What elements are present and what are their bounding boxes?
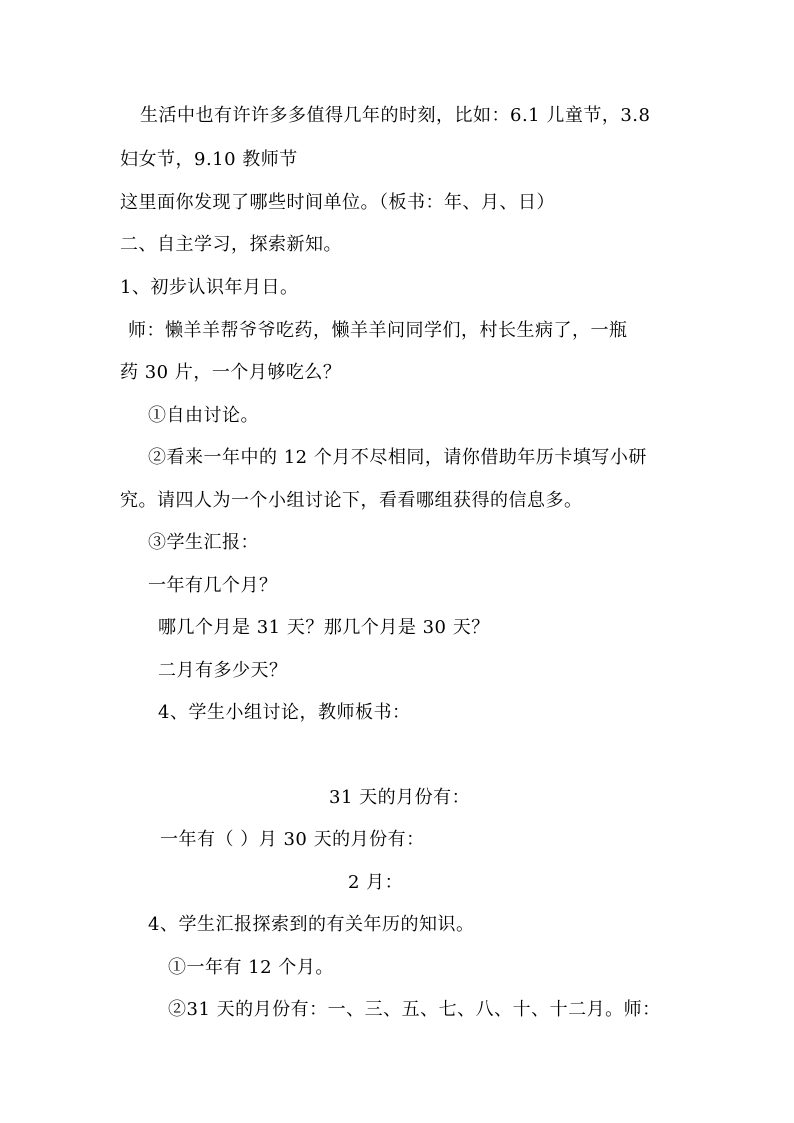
paragraph-line-2: 妇女节，9.10 教师节 xyxy=(120,149,298,170)
list-item-3: ③学生汇报： xyxy=(148,532,259,553)
list-item-4: ①一年有 12 个月。 xyxy=(168,957,334,978)
paragraph-line-15: 4、学生小组讨论，教师板书： xyxy=(158,702,411,723)
paragraph-line-6: 师：懒羊羊帮爷爷吃药，懒羊羊问同学们，村长生病了，一瓶 xyxy=(128,320,628,341)
board-line-1: 31 天的月份有： xyxy=(329,787,471,808)
list-item-2: ②看来一年中的 12 个月不尽相同，请你借助年历卡填写小研 xyxy=(148,447,647,468)
paragraph-line-3: 这里面你发现了哪些时间单位。（板书：年、月、日） xyxy=(120,192,555,213)
paragraph-line-7: 药 30 片，一个月够吃么？ xyxy=(120,362,342,383)
board-line-2: 一年有（ ）月 30 天的月份有： xyxy=(160,829,425,850)
paragraph-line-19: 4、学生汇报探索到的有关年历的知识。 xyxy=(148,914,475,935)
paragraph-line-1: 生活中也有许许多多值得几年的时刻，比如：6.1 儿童节，3.8 xyxy=(140,105,651,126)
question-line-2: 哪几个月是 31 天？那几个月是 30 天？ xyxy=(158,617,490,638)
list-item-1: ①自由讨论。 xyxy=(148,405,259,426)
list-item-5: ②31 天的月份有：一、三、五、七、八、十、十二月。师： xyxy=(168,999,661,1020)
section-heading: 二、自主学习，探索新知。 xyxy=(120,234,342,255)
paragraph-line-10: 究。请四人为一个小组讨论下，看看哪组获得的信息多。 xyxy=(120,490,583,511)
question-line-1: 一年有几个月？ xyxy=(148,575,278,596)
board-line-3: 2 月： xyxy=(348,872,404,893)
question-line-3: 二月有多少天？ xyxy=(158,660,288,681)
subsection-heading: 1、初步认识年月日。 xyxy=(120,277,299,298)
